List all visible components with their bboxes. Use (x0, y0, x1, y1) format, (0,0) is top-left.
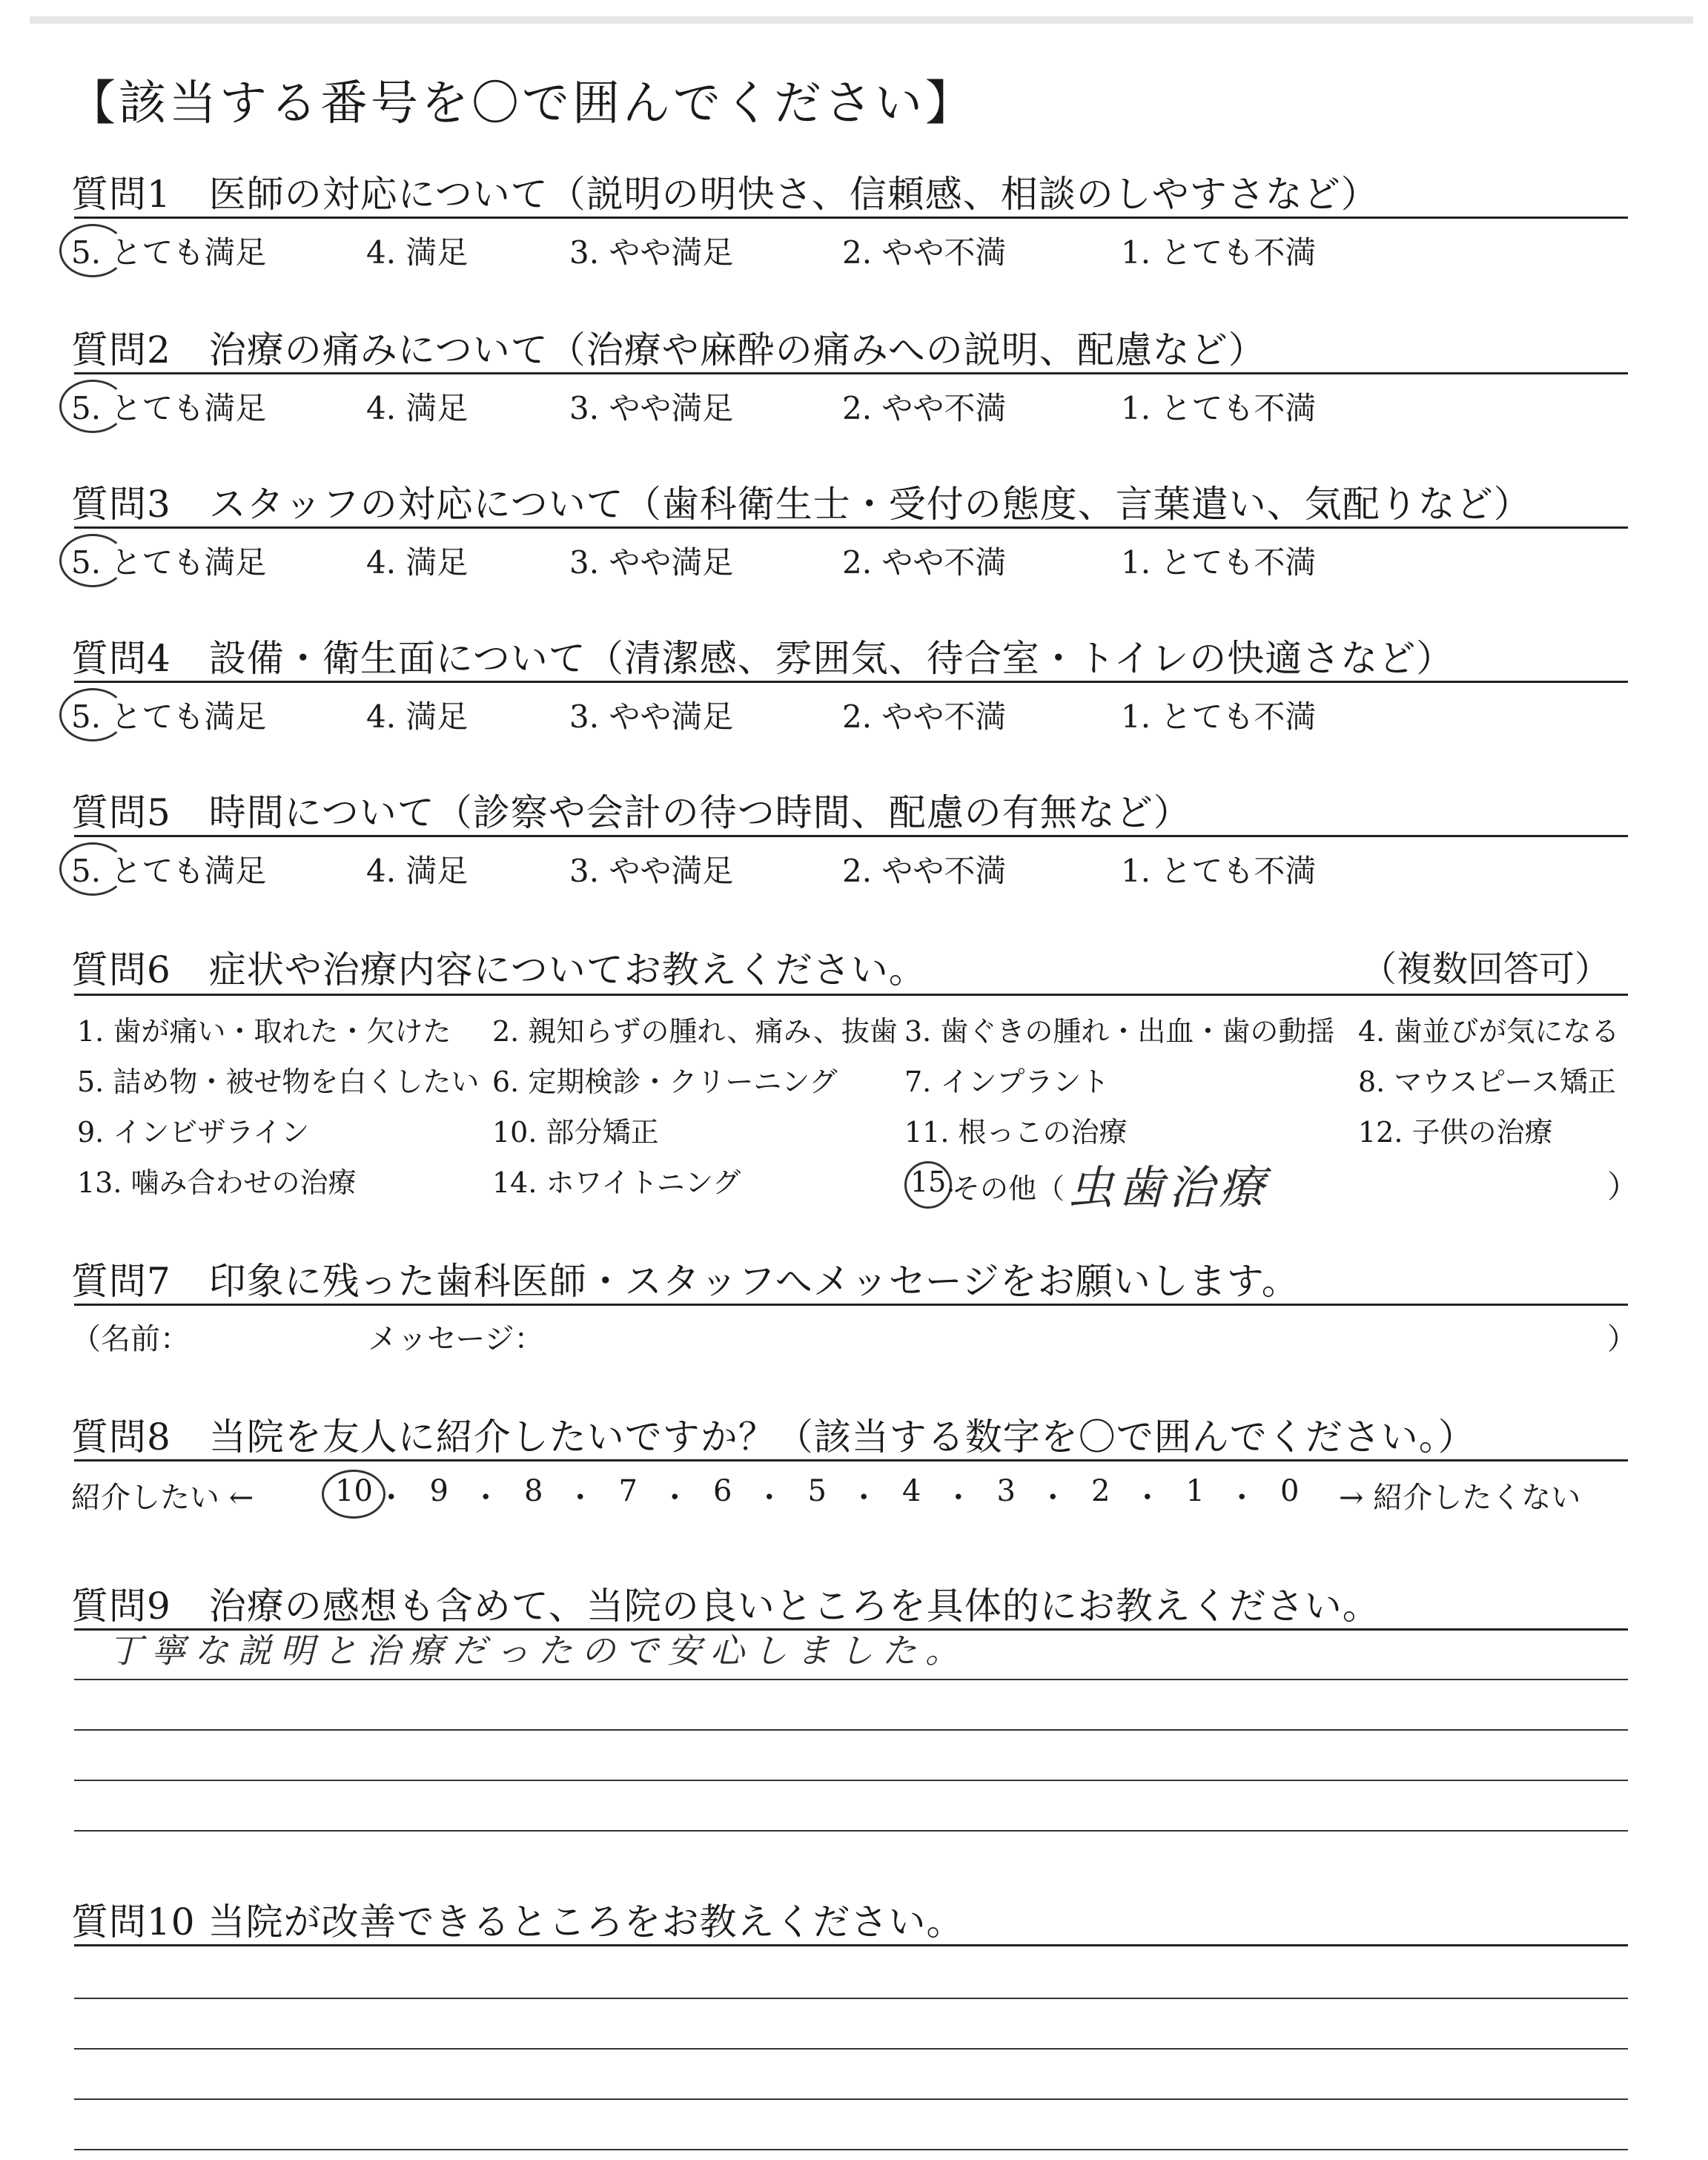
symptom-option-10[interactable]: 10. 部分矯正 (492, 1116, 659, 1149)
question-3-rule (74, 526, 1628, 529)
symptom-option-3[interactable]: 3. 歯ぐきの腫れ・出血・歯の動揺 (904, 1015, 1335, 1048)
selected-circle-mark (59, 534, 126, 587)
symptom-option-1[interactable]: 1. 歯が痛い・取れた・欠けた (77, 1015, 451, 1048)
scale-separator: ・ (660, 1481, 690, 1515)
rating-option-5[interactable]: 5. とても満足 (71, 234, 267, 271)
answer-line (74, 1998, 1628, 1999)
rating-options (0, 538, 1708, 583)
symptom-option-14[interactable]: 14. ホワイトニング (492, 1166, 741, 1199)
rating-option-2[interactable]: 2. やや不満 (842, 234, 1007, 271)
symptom-option-11[interactable]: 11. 根っこの治療 (904, 1116, 1128, 1149)
rating-option-5[interactable]: 5. とても満足 (71, 698, 267, 735)
symptom-option-9[interactable]: 9. インビザライン (77, 1116, 310, 1149)
rating-option-4[interactable]: 4. 満足 (366, 234, 469, 271)
other-option-label: その他（ (952, 1172, 1065, 1205)
question-6-rule (74, 994, 1628, 996)
rating-options (0, 847, 1708, 891)
scale-separator: ・ (1132, 1481, 1162, 1515)
question-2-rule (74, 372, 1628, 374)
symptom-option-12[interactable]: 12. 子供の治療 (1358, 1116, 1553, 1149)
selected-circle-mark (59, 688, 126, 742)
recommend-score-2[interactable]: 2 (1091, 1474, 1110, 1508)
rating-option-4[interactable]: 4. 満足 (366, 544, 469, 581)
answer-line (74, 2048, 1628, 2050)
rating-options (0, 228, 1708, 273)
rating-option-4[interactable]: 4. 満足 (366, 698, 469, 735)
recommend-score-8[interactable]: 8 (524, 1474, 543, 1508)
rating-options (0, 384, 1708, 429)
symptom-option-5[interactable]: 5. 詰め物・被せ物を白くしたい (77, 1066, 480, 1098)
other-handwritten-answer: 虫歯治療 (1068, 1160, 1270, 1215)
scale-separator: ・ (849, 1481, 879, 1515)
rating-option-3[interactable]: 3. やや満足 (569, 544, 734, 581)
scale-separator: ・ (1038, 1481, 1068, 1515)
scale-separator: ・ (471, 1481, 501, 1515)
rating-option-3[interactable]: 3. やや満足 (569, 698, 734, 735)
question-6-title: 質問6 症状や治療内容についてお教えください。 (71, 948, 927, 991)
rating-option-1[interactable]: 1. とても不満 (1121, 234, 1317, 271)
question-7-title: 質問7 印象に残った歯科医師・スタッフへメッセージをお願いします。 (71, 1260, 1300, 1303)
answer-line (74, 1830, 1628, 1832)
scale-separator: ・ (565, 1481, 595, 1515)
rating-options (0, 693, 1708, 737)
answer-line (74, 1729, 1628, 1731)
rating-option-2[interactable]: 2. やや不満 (842, 544, 1007, 581)
scan-top-edge (30, 16, 1693, 24)
recommend-score-7[interactable]: 7 (618, 1474, 638, 1508)
rating-option-5[interactable]: 5. とても満足 (71, 390, 267, 426)
other-option-number: 15. (910, 1166, 956, 1198)
recommend-score-9[interactable]: 9 (429, 1474, 448, 1508)
question-5-title: 質問5 時間について（診察や会計の待つ時間、配慮の有無など） (71, 791, 1191, 834)
recommend-score-6[interactable]: 6 (713, 1474, 732, 1508)
symptom-option-13[interactable]: 13. 噛み合わせの治療 (77, 1166, 357, 1199)
rating-option-1[interactable]: 1. とても不満 (1121, 853, 1317, 889)
recommend-score-10[interactable]: 10 (335, 1474, 373, 1508)
question-10-title: 質問10 当院が改善できるところをお教えください。 (71, 1900, 964, 1943)
recommend-score-1[interactable]: 1 (1185, 1474, 1205, 1508)
question-4-title: 質問4 設備・衛生面について（清潔感、雰囲気、待合室・トイレの快適さなど） (71, 637, 1454, 680)
question-8-title: 質問8 当院を友人に紹介したいですか？（該当する数字を〇で囲んでください。） (71, 1416, 1476, 1459)
question-4-rule (74, 681, 1628, 683)
rating-option-4[interactable]: 4. 満足 (366, 390, 469, 426)
answer-line (74, 1780, 1628, 1781)
recommend-score-4[interactable]: 4 (902, 1474, 921, 1508)
question-1-rule (74, 217, 1628, 219)
message-field-close: ） (1607, 1322, 1637, 1356)
scale-separator: ・ (376, 1481, 406, 1515)
rating-option-2[interactable]: 2. やや不満 (842, 853, 1007, 889)
multiple-answers-note: （複数回答可） (1361, 948, 1611, 990)
question-1-title: 質問1 医師の対応について（説明の明快さ、信頼感、相談のしやすさなど） (71, 173, 1379, 216)
question-7-rule (74, 1304, 1628, 1306)
answer-line (74, 2149, 1628, 2150)
answer-line (74, 1679, 1628, 1680)
question-3-title: 質問3 スタッフの対応について（歯科衛生士・受付の態度、言葉遣い、気配りなど） (71, 483, 1532, 526)
question-5-rule (74, 835, 1628, 837)
symptom-option-2[interactable]: 2. 親知らずの腫れ、痛み、抜歯 (492, 1015, 898, 1048)
form-instruction-header: 【該当する番号を〇で囲んでください】 (68, 76, 976, 131)
selected-circle-mark (59, 380, 126, 433)
recommend-scale (0, 1474, 1708, 1519)
rating-option-1[interactable]: 1. とても不満 (1121, 698, 1317, 735)
rating-option-3[interactable]: 3. やや満足 (569, 234, 734, 271)
answer-line (74, 2098, 1628, 2100)
handwritten-good-points-answer: 丁寧な説明と治療だったので安心しました。 (108, 1631, 968, 1671)
message-field-label: メッセージ： (368, 1322, 544, 1356)
rating-option-2[interactable]: 2. やや不満 (842, 698, 1007, 735)
question-2-title: 質問2 治療の痛みについて（治療や麻酔の痛みへの説明、配慮など） (71, 328, 1266, 371)
rating-option-3[interactable]: 3. やや満足 (569, 390, 734, 426)
recommend-right-label: → 紹介したくない (1339, 1481, 1581, 1515)
rating-option-5[interactable]: 5. とても満足 (71, 544, 267, 581)
recommend-score-3[interactable]: 3 (996, 1474, 1016, 1508)
selected-circle-mark (59, 842, 126, 896)
rating-option-5[interactable]: 5. とても満足 (71, 853, 267, 889)
recommend-score-5[interactable]: 5 (807, 1474, 827, 1508)
symptom-option-4[interactable]: 4. 歯並びが気になる (1358, 1015, 1620, 1048)
rating-option-4[interactable]: 4. 満足 (366, 853, 469, 889)
recommend-left-label: 紹介したい ← (71, 1481, 254, 1515)
rating-option-1[interactable]: 1. とても不満 (1121, 390, 1317, 426)
rating-option-3[interactable]: 3. やや満足 (569, 853, 734, 889)
symptom-option-7[interactable]: 7. インプラント (904, 1066, 1110, 1098)
selected-circle-mark (59, 224, 126, 277)
scale-separator: ・ (943, 1481, 973, 1515)
recommend-score-0[interactable]: 0 (1280, 1474, 1300, 1508)
scale-separator: ・ (754, 1481, 784, 1515)
name-field-label: （名前： (71, 1322, 190, 1356)
scale-separator: ・ (1227, 1481, 1257, 1515)
question-8-rule (74, 1459, 1628, 1462)
question-10-rule (74, 1944, 1628, 1946)
rating-option-1[interactable]: 1. とても不満 (1121, 544, 1317, 581)
question-9-title: 質問9 治療の感想も含めて、当院の良いところを具体的にお教えください。 (71, 1585, 1380, 1628)
other-option-close: ） (1607, 1169, 1639, 1205)
symptom-option-8[interactable]: 8. マウスピース矯正 (1358, 1066, 1616, 1098)
symptom-option-6[interactable]: 6. 定期検診・クリーニング (492, 1066, 838, 1098)
rating-option-2[interactable]: 2. やや不満 (842, 390, 1007, 426)
